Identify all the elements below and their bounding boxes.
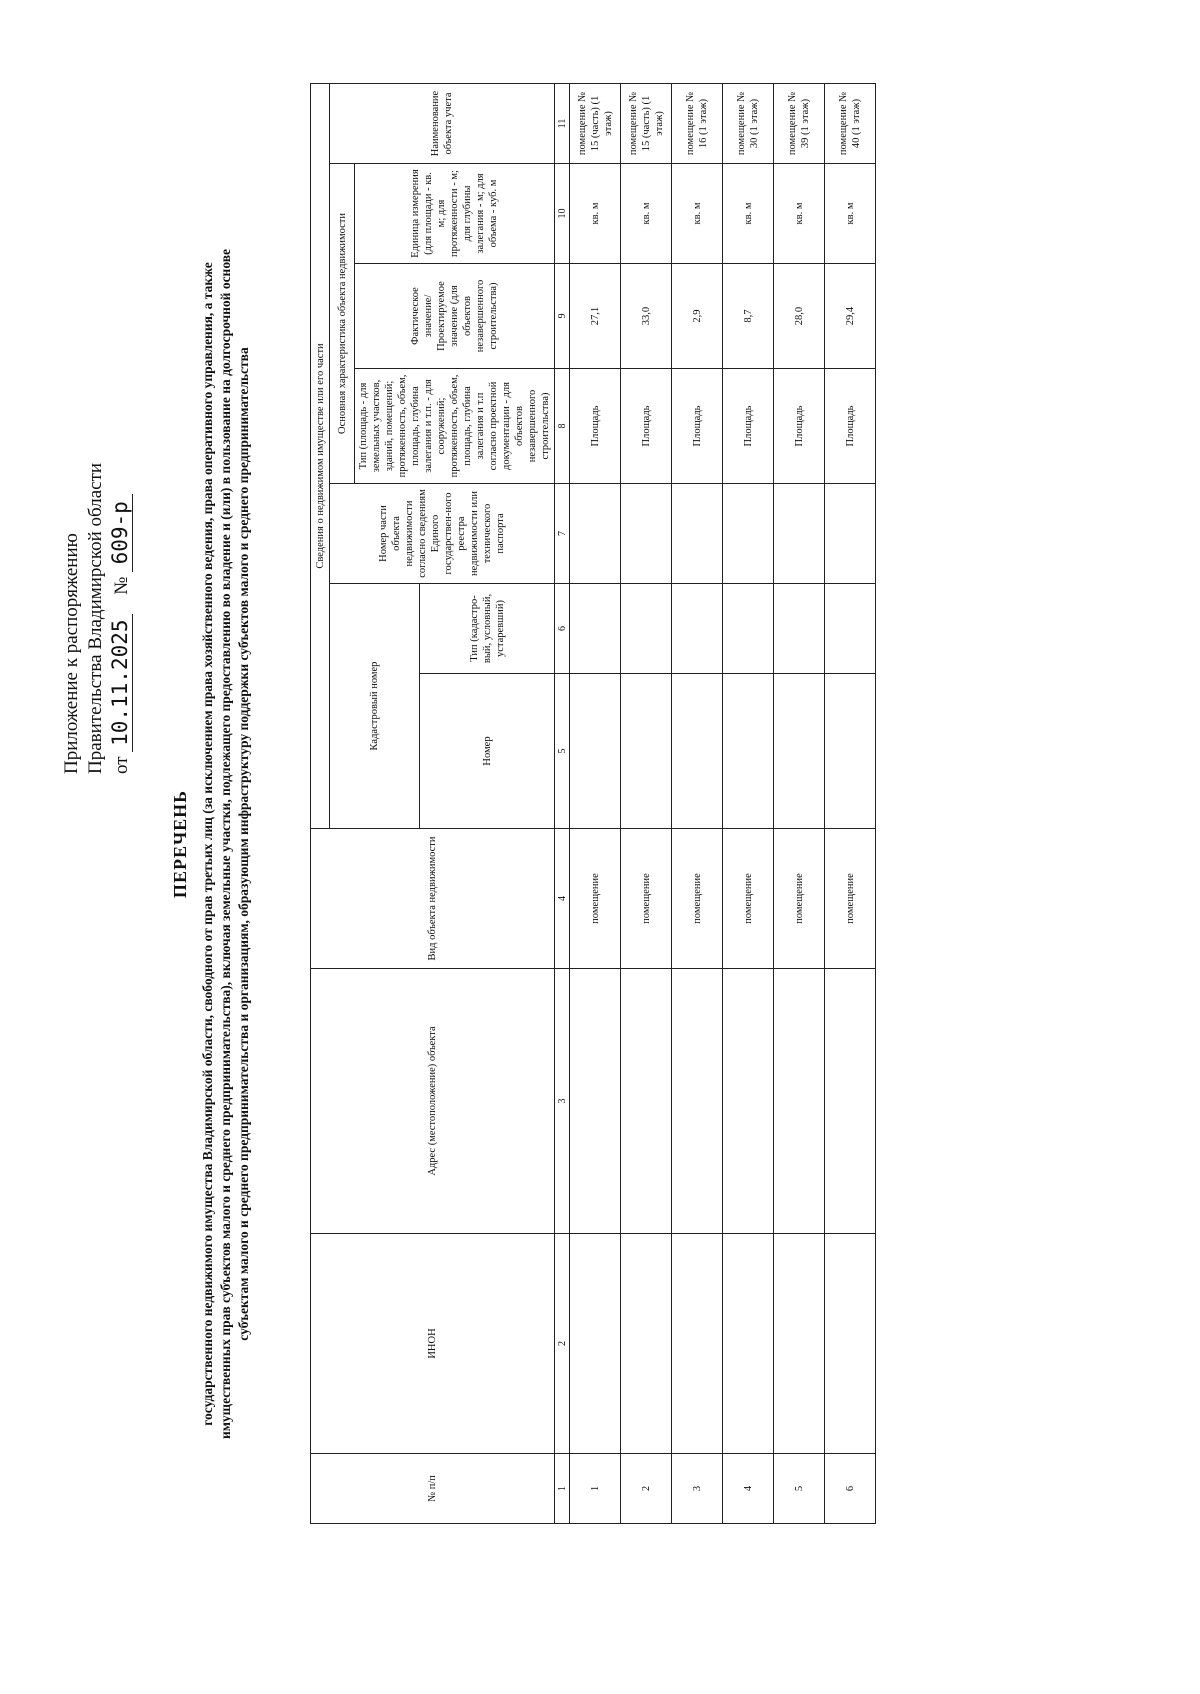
column-numbers-row	[555, 83, 570, 1523]
cell-part-number	[723, 484, 774, 584]
header-inon: ИНОН	[311, 1234, 555, 1454]
cell-char-type: Площадь	[774, 369, 825, 484]
header-kind: Вид объекта недвижимости	[311, 829, 555, 969]
cell-cad-type	[774, 584, 825, 674]
cell-name: помещение № 40 (1 этаж)	[825, 83, 876, 163]
cell-char-type: Площадь	[723, 369, 774, 484]
cell-inon	[723, 1234, 774, 1454]
column-number: 1	[555, 1454, 570, 1524]
cell-char-value: 8,7	[723, 264, 774, 369]
cell-part-number	[570, 484, 621, 584]
cell-part-number	[621, 484, 672, 584]
cell-name: помещение № 15 (часть) (1 этаж)	[621, 83, 672, 163]
header-char-unit: Единица измерения (для площади - кв. м; для протяженности - м; для глубины залегания - м; для объема - куб. м	[355, 164, 555, 264]
table-row	[570, 83, 621, 1523]
title-block	[170, 74, 253, 1614]
cell-name: помещение № 39 (1 этаж)	[774, 83, 825, 163]
cell-char-type: Площадь	[672, 369, 723, 484]
cell-char-value: 33,0	[621, 264, 672, 369]
header-cad-number: Номер	[420, 674, 555, 829]
cell-inon	[672, 1234, 723, 1454]
column-number: 5	[555, 674, 570, 829]
cell-kind: помещение	[621, 829, 672, 969]
cell-char-type: Площадь	[825, 369, 876, 484]
column-number: 11	[555, 83, 570, 163]
appendix-reference	[108, 454, 134, 774]
cell-cad-type	[825, 584, 876, 674]
cell-inon	[774, 1234, 825, 1454]
cell-kind: помещение	[570, 829, 621, 969]
cell-inon	[825, 1234, 876, 1454]
cell-part-number	[825, 484, 876, 584]
table-row	[723, 83, 774, 1523]
cell-inon	[570, 1234, 621, 1454]
column-number: 9	[555, 264, 570, 369]
cell-kind: помещение	[774, 829, 825, 969]
cell-num: 6	[825, 1454, 876, 1524]
cell-char-unit: кв. м	[672, 164, 723, 264]
table-row	[621, 83, 672, 1523]
cell-char-unit: кв. м	[774, 164, 825, 264]
cell-address	[774, 969, 825, 1234]
header-part-number: Номер части объекта недвижимости согласно сведениям Единого государствен-ного реестра недвижимости или технического паспорта	[330, 484, 555, 584]
header-char-type: Тип (площадь - для земельных участков, зданий, помещений; протяженность, объем, площадь, глубина залегания и т.п. - для сооружений; протяженность, объем, площадь, глубина залегания и т.п согласно проектной документации - для объектов незавершенного строительства)	[355, 369, 555, 484]
header-cad-type: Тип (кадастро-вый, условный, устаревший)	[420, 584, 555, 674]
appendix-from-label: от	[111, 756, 132, 774]
column-number: 8	[555, 369, 570, 484]
cell-cad-type	[672, 584, 723, 674]
cell-address	[825, 969, 876, 1234]
cell-cad-number	[774, 674, 825, 829]
cell-address	[621, 969, 672, 1234]
column-number: 3	[555, 969, 570, 1234]
appendix-number: 609-р	[108, 494, 133, 572]
cell-kind: помещение	[723, 829, 774, 969]
cell-char-value: 27,1	[570, 264, 621, 369]
subtitle-line: государственного недвижимого имущества Владимирской области, свободного от прав третьих лиц (за исключением права хозяйственного ведения, права оперативного управления, а также	[200, 262, 215, 1426]
cell-kind: помещение	[825, 829, 876, 969]
table-row	[774, 83, 825, 1523]
cell-num: 5	[774, 1454, 825, 1524]
column-number: 2	[555, 1234, 570, 1454]
appendix-line-1: Приложение к распоряжению	[61, 533, 82, 774]
cell-num: 3	[672, 1454, 723, 1524]
cell-address	[570, 969, 621, 1234]
cell-cad-number	[570, 674, 621, 829]
cell-char-unit: кв. м	[825, 164, 876, 264]
cell-cad-type	[570, 584, 621, 674]
subtitle-line: субъектам малого и среднего предпринимательства и организациям, образующим инфраструктуру поддержки субъектов малого и среднего предпринимательства	[236, 347, 251, 1341]
cell-name: помещение № 30 (1 этаж)	[723, 83, 774, 163]
cell-num: 1	[570, 1454, 621, 1524]
cell-cad-type	[723, 584, 774, 674]
document-sheet	[20, 14, 1180, 1674]
cell-part-number	[672, 484, 723, 584]
cell-cad-number	[723, 674, 774, 829]
cell-char-unit: кв. м	[723, 164, 774, 264]
header-address: Адрес (местоположение) объекта	[311, 969, 555, 1234]
cell-char-type: Площадь	[570, 369, 621, 484]
header-name: Наименование объекта учета	[330, 83, 555, 163]
cell-char-type: Площадь	[621, 369, 672, 484]
subtitle-line: имущественных прав субъектов малого и среднего предпринимательства), включая земельные участки, подлежащего предоставлению во владение и (или) в пользование на долгосрочной основе	[218, 248, 233, 1440]
cell-char-value: 28,0	[774, 264, 825, 369]
cell-num: 2	[621, 1454, 672, 1524]
cell-kind: помещение	[672, 829, 723, 969]
column-number: 10	[555, 164, 570, 264]
header-num: № п/п	[311, 1454, 555, 1524]
column-number: 6	[555, 584, 570, 674]
header-main-characteristic: Основная характеристика объекта недвижимости	[330, 164, 355, 484]
cell-address	[723, 969, 774, 1234]
appendix-number-label: №	[111, 576, 132, 595]
cell-address	[672, 969, 723, 1234]
column-number: 4	[555, 829, 570, 969]
cell-cad-type	[621, 584, 672, 674]
cell-inon	[621, 1234, 672, 1454]
appendix-date: 10.11.2025	[108, 614, 133, 752]
header-cadastral: Кадастровый номер	[330, 584, 420, 829]
column-number: 7	[555, 484, 570, 584]
cell-char-unit: кв. м	[570, 164, 621, 264]
cell-char-value: 2,9	[672, 264, 723, 369]
appendix-block	[60, 454, 134, 774]
appendix-line-2: Правительства Владимирской области	[85, 462, 106, 774]
table-row	[672, 83, 723, 1523]
cell-cad-number	[672, 674, 723, 829]
cell-char-unit: кв. м	[621, 164, 672, 264]
cell-num: 4	[723, 1454, 774, 1524]
cell-cad-number	[825, 674, 876, 829]
header-char-value: Фактическое значение/ Проектируемое значение (для объектов незавершенного строительства)	[355, 264, 555, 369]
table-row	[825, 83, 876, 1523]
cell-cad-number	[621, 674, 672, 829]
document-subtitle	[199, 74, 253, 1614]
cell-part-number	[774, 484, 825, 584]
cell-name: помещение № 16 (1 этаж)	[672, 83, 723, 163]
property-register-table	[310, 83, 876, 1524]
cell-char-value: 29,4	[825, 264, 876, 369]
document-heading: ПЕРЕЧЕНЬ	[170, 789, 190, 899]
header-group: Сведения о недвижимом имуществе или его части	[311, 83, 330, 828]
cell-name: помещение № 15 (часть) (1 этаж)	[570, 83, 621, 163]
